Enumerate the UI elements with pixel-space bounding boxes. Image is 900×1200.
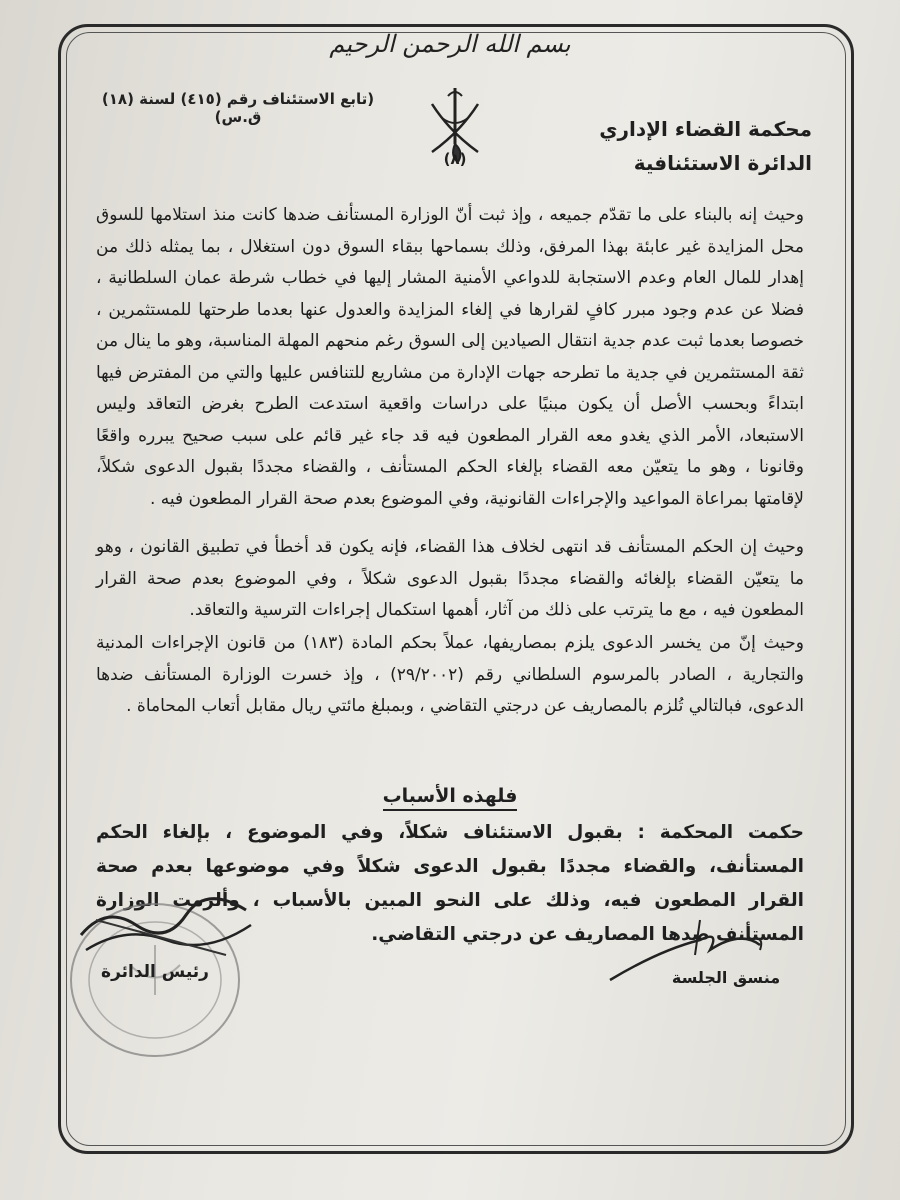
court-name: محكمة القضاء الإداري [599, 117, 812, 141]
basmala-heading: بسم الله الرحمن الرحيم [329, 30, 571, 58]
body-paragraph-1 [96, 200, 804, 515]
page-number: (٨) [443, 150, 467, 168]
paragraph-text: وحيث إنه بالبناء على ما تقدّم جميعه ، وإذ ثبت أنّ الوزارة المستأنف ضدها كانت منذ استلامها للسوق محل المزايدة غير عابئة بهذا المرفق، وذلك بسماحها ببقاء السوق دون استغلال ، بما يمثله ذلك من إهدار للمال العام وعدم الاستجابة للدواعي الأمنية المشار إليها في خطاب شرطة عمان السلطانية ، فضلا عن عدم وجود مبرر كافٍ لقرارها في إلغاء المزايدة والعدول عنها بعدما طرحتها للمستثمرين ، خصوصا بعدما ثبت عدم جدية انتقال الصيادين إلى السوق رغم منحهم المهلة المناسبة، وهو ما ينال من ثقة المستثمرين في جدية ما تطرحه جهات الإدارة من مشاريع للتنافس عليها والتي من المفترض فيها ابتداءً وبحسب الأصل أن يكون مبنيًا على دراسات واقعية استدعت الطرح بغرض التعاقد وليس الاستبعاد، الأمر الذي يغدو معه القرار المطعون فيه قد جاء غير قائم على سبب صحيح يبرره واقعًا وقانونا ، وهو ما يتعيّن معه القضاء بإلغاء الحكم المستأنف ، والقضاء مجددًا بقبول الدعوى شكلاً، لإقامتها بمراعاة المواعيد والإجراءات القانونية، وفي الموضوع بعدم صحة القرار المطعون فيه . [96, 205, 804, 509]
session-coordinator-label: منسق الجلسة [671, 968, 781, 987]
division-name: الدائرة الاستئنافية [633, 151, 812, 175]
body-paragraph-2 [96, 532, 804, 627]
left-signature-scribble-icon [76, 895, 256, 965]
reasons-heading-text: فلهذه الأسباب [383, 785, 518, 811]
paragraph-text: وحيث إنّ من يخسر الدعوى يلزم بمصاريفها، عملاً بحكم المادة (١٨٣) من قانون الإجراءات المدنية والتجارية ، الصادر بالمرسوم السلطاني رقم (٢٩/٢٠٠٢) ، وإذ خسرت الوزارة المستأنف ضدها الدعوى، فبالتالي تُلزم بالمصاريف عن درجتي التقاضي ، وبمبلغ مائتي ريال مقابل أتعاب المحاماة . [96, 633, 804, 716]
verdict-paragraph: حكمت المحكمة : بقبول الاستئناف شكلاً، وفي الموضوع ، بإلغاء الحكم المستأنف، والقضاء مجددًا بقبول الدعوى شكلاً وفي موضوعها بعدم صحة القرار المطعون فيه، وذلك على النحو المبين بالأسباب ، وألزمت الوزارة المستأنف ضدها المصاريف عن درجتي التقاضي. [96, 822, 804, 945]
paragraph-text: وحيث إن الحكم المستأنف قد انتهى لخلاف هذا القضاء، فإنه يكون قد أخطأ في تطبيق القانون ، وهو ما يتعيّن القضاء بإلغائه والقضاء مجددًا بقبول الدعوى شكلاً ، وفي الموضوع بعدم صحة القرار المطعون فيه ، مع ما يترتب على ذلك من آثار، أهمها استكمال إجراءات الترسية والتعاقد. [96, 537, 804, 620]
presiding-judge-label: رئيس الدائرة [101, 962, 209, 982]
body-paragraph-3 [96, 628, 804, 723]
court-title-block [552, 112, 812, 180]
case-reference: (تابع الاستئناف رقم (٤١٥) لسنة (١٨) ق.س) [101, 90, 375, 126]
reasons-heading [0, 785, 900, 807]
